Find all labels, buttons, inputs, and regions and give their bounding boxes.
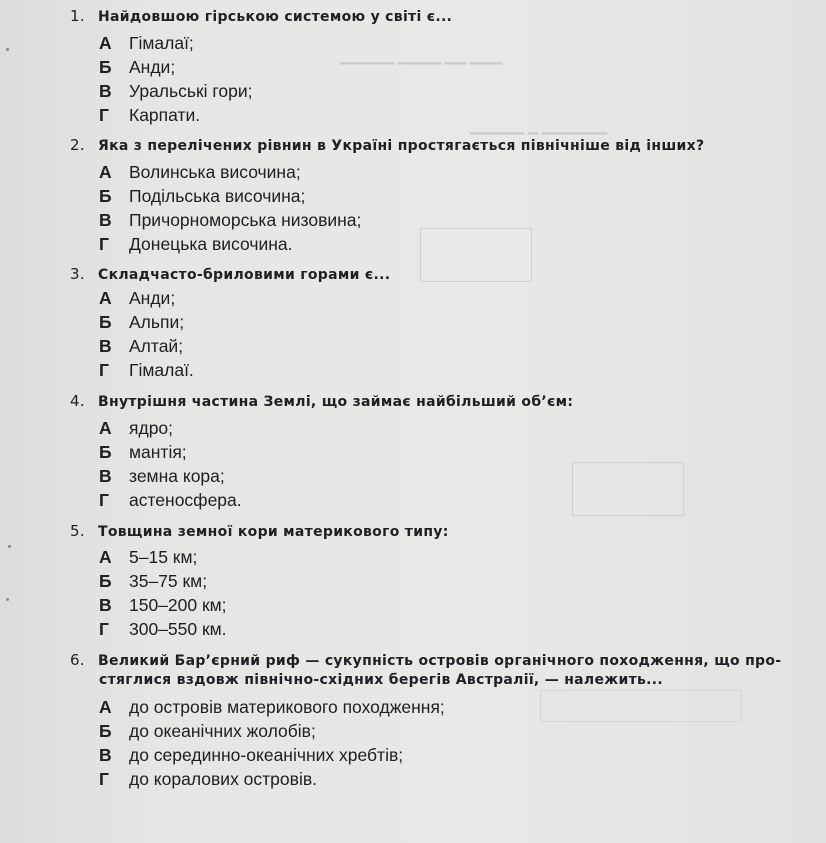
option-letter: А bbox=[99, 547, 112, 567]
question-label: Складчасто-бриловими горами є... bbox=[98, 267, 391, 283]
question-number: 6. bbox=[70, 651, 85, 669]
option-text: 35–75 км; bbox=[129, 571, 208, 591]
bleed-through-grid bbox=[420, 228, 532, 282]
answer-option[interactable] bbox=[99, 595, 227, 619]
question-text bbox=[70, 522, 449, 540]
option-letter: Г bbox=[99, 490, 109, 510]
option-letter: А bbox=[99, 162, 112, 182]
answer-option[interactable] bbox=[99, 33, 194, 57]
option-letter: Б bbox=[99, 571, 112, 591]
option-letter: Г bbox=[99, 769, 109, 789]
answer-option[interactable] bbox=[99, 186, 305, 210]
question-number: 3. bbox=[70, 265, 85, 283]
option-letter: В bbox=[99, 595, 112, 615]
question-label: Великий Бар’єрний риф — сукупність островів органічного походження, що про- bbox=[98, 653, 782, 669]
answer-option[interactable] bbox=[99, 162, 301, 186]
answer-option[interactable] bbox=[99, 490, 242, 514]
answer-option[interactable] bbox=[99, 697, 445, 721]
question-text-continued: стяглися вздовж північно-східних берегів Австралії, — належить... bbox=[99, 672, 664, 688]
option-letter: В bbox=[99, 745, 112, 765]
option-text: до серединно-океанічних хребтів; bbox=[129, 745, 404, 765]
question-text bbox=[70, 265, 390, 283]
question-number: 2. bbox=[70, 136, 85, 154]
question-label: Яка з перелічених рівнин в Україні простягається північніше від інших? bbox=[98, 138, 705, 154]
bleed-through-decoration: ▁▁▁▁▁▁ ▁ ▁▁▁▁▁ bbox=[470, 118, 607, 134]
option-text: Альпи; bbox=[129, 312, 185, 332]
answer-option[interactable] bbox=[99, 571, 207, 595]
option-letter: Б bbox=[99, 57, 112, 77]
answer-option[interactable] bbox=[99, 466, 225, 490]
option-letter: Г bbox=[99, 234, 109, 254]
option-text: Алтай; bbox=[129, 336, 184, 356]
option-text: до океанічних жолобів; bbox=[129, 721, 316, 741]
option-text: Анди; bbox=[129, 57, 176, 77]
answer-option[interactable] bbox=[99, 105, 200, 129]
option-letter: Г bbox=[99, 105, 109, 125]
bleed-through-decoration: ▁▁▁ ▁▁ ▁▁▁▁ ▁▁▁▁▁ bbox=[340, 48, 503, 64]
answer-option[interactable] bbox=[99, 442, 187, 466]
answer-option[interactable] bbox=[99, 769, 317, 793]
margin-dot bbox=[6, 598, 9, 601]
question-label: Найдовшою гірською системою у світі є... bbox=[98, 9, 453, 25]
answer-option[interactable] bbox=[99, 418, 173, 442]
margin-dot bbox=[6, 48, 9, 51]
question-number: 4. bbox=[70, 392, 85, 410]
option-letter: В bbox=[99, 336, 112, 356]
option-letter: А bbox=[99, 418, 112, 438]
answer-option[interactable] bbox=[99, 336, 183, 360]
option-letter: А bbox=[99, 33, 112, 53]
answer-option[interactable] bbox=[99, 547, 197, 571]
option-text: ядро; bbox=[129, 418, 174, 438]
option-letter: Б bbox=[99, 721, 112, 741]
option-text: Причорноморська низовина; bbox=[129, 210, 362, 230]
option-letter: Г bbox=[99, 619, 109, 639]
question-text bbox=[70, 7, 452, 25]
option-letter: А bbox=[99, 697, 112, 717]
option-letter: Г bbox=[99, 360, 109, 380]
option-text: Подільська височина; bbox=[129, 186, 306, 206]
answer-option[interactable] bbox=[99, 312, 184, 336]
question-number: 5. bbox=[70, 522, 85, 540]
option-text: Донецька височина. bbox=[129, 234, 293, 254]
bleed-through-grid bbox=[540, 690, 742, 722]
answer-option[interactable] bbox=[99, 81, 253, 105]
option-text: до островів материкового походження; bbox=[129, 697, 445, 717]
question-number: 1. bbox=[70, 7, 85, 25]
question-text bbox=[70, 136, 704, 154]
answer-option[interactable] bbox=[99, 619, 227, 643]
option-text: Уральські гори; bbox=[129, 81, 253, 101]
option-text: Карпати. bbox=[129, 105, 201, 125]
option-letter: В bbox=[99, 81, 112, 101]
option-text: Волинська височина; bbox=[129, 162, 301, 182]
question-text bbox=[70, 392, 573, 410]
answer-option[interactable] bbox=[99, 57, 175, 81]
margin-dot bbox=[8, 545, 11, 548]
option-letter: Б bbox=[99, 186, 112, 206]
answer-option[interactable] bbox=[99, 234, 292, 258]
option-text: астеносфера. bbox=[129, 490, 242, 510]
answer-option[interactable] bbox=[99, 210, 361, 234]
option-letter: А bbox=[99, 288, 112, 308]
answer-option[interactable] bbox=[99, 360, 194, 384]
option-text: 150–200 км; bbox=[129, 595, 227, 615]
option-text: 300–550 км. bbox=[129, 619, 227, 639]
option-text: до коралових островів. bbox=[129, 769, 317, 789]
option-text: мантія; bbox=[129, 442, 187, 462]
option-letter: В bbox=[99, 210, 112, 230]
option-text: Гімалаї; bbox=[129, 33, 194, 53]
answer-option[interactable] bbox=[99, 288, 175, 312]
option-letter: Б bbox=[99, 442, 112, 462]
question-label: Внутрішня частина Землі, що займає найбільший об’єм: bbox=[98, 394, 574, 410]
question-label: Товщина земної кори материкового типу: bbox=[98, 524, 449, 540]
option-letter: Б bbox=[99, 312, 112, 332]
option-letter: В bbox=[99, 466, 112, 486]
answer-option[interactable] bbox=[99, 745, 403, 769]
option-text: земна кора; bbox=[129, 466, 225, 486]
bleed-through-grid bbox=[572, 462, 684, 516]
question-text bbox=[70, 651, 781, 669]
answer-option[interactable] bbox=[99, 721, 316, 745]
option-text: Анди; bbox=[129, 288, 176, 308]
option-text: Гімалаї. bbox=[129, 360, 194, 380]
option-text: 5–15 км; bbox=[129, 547, 198, 567]
